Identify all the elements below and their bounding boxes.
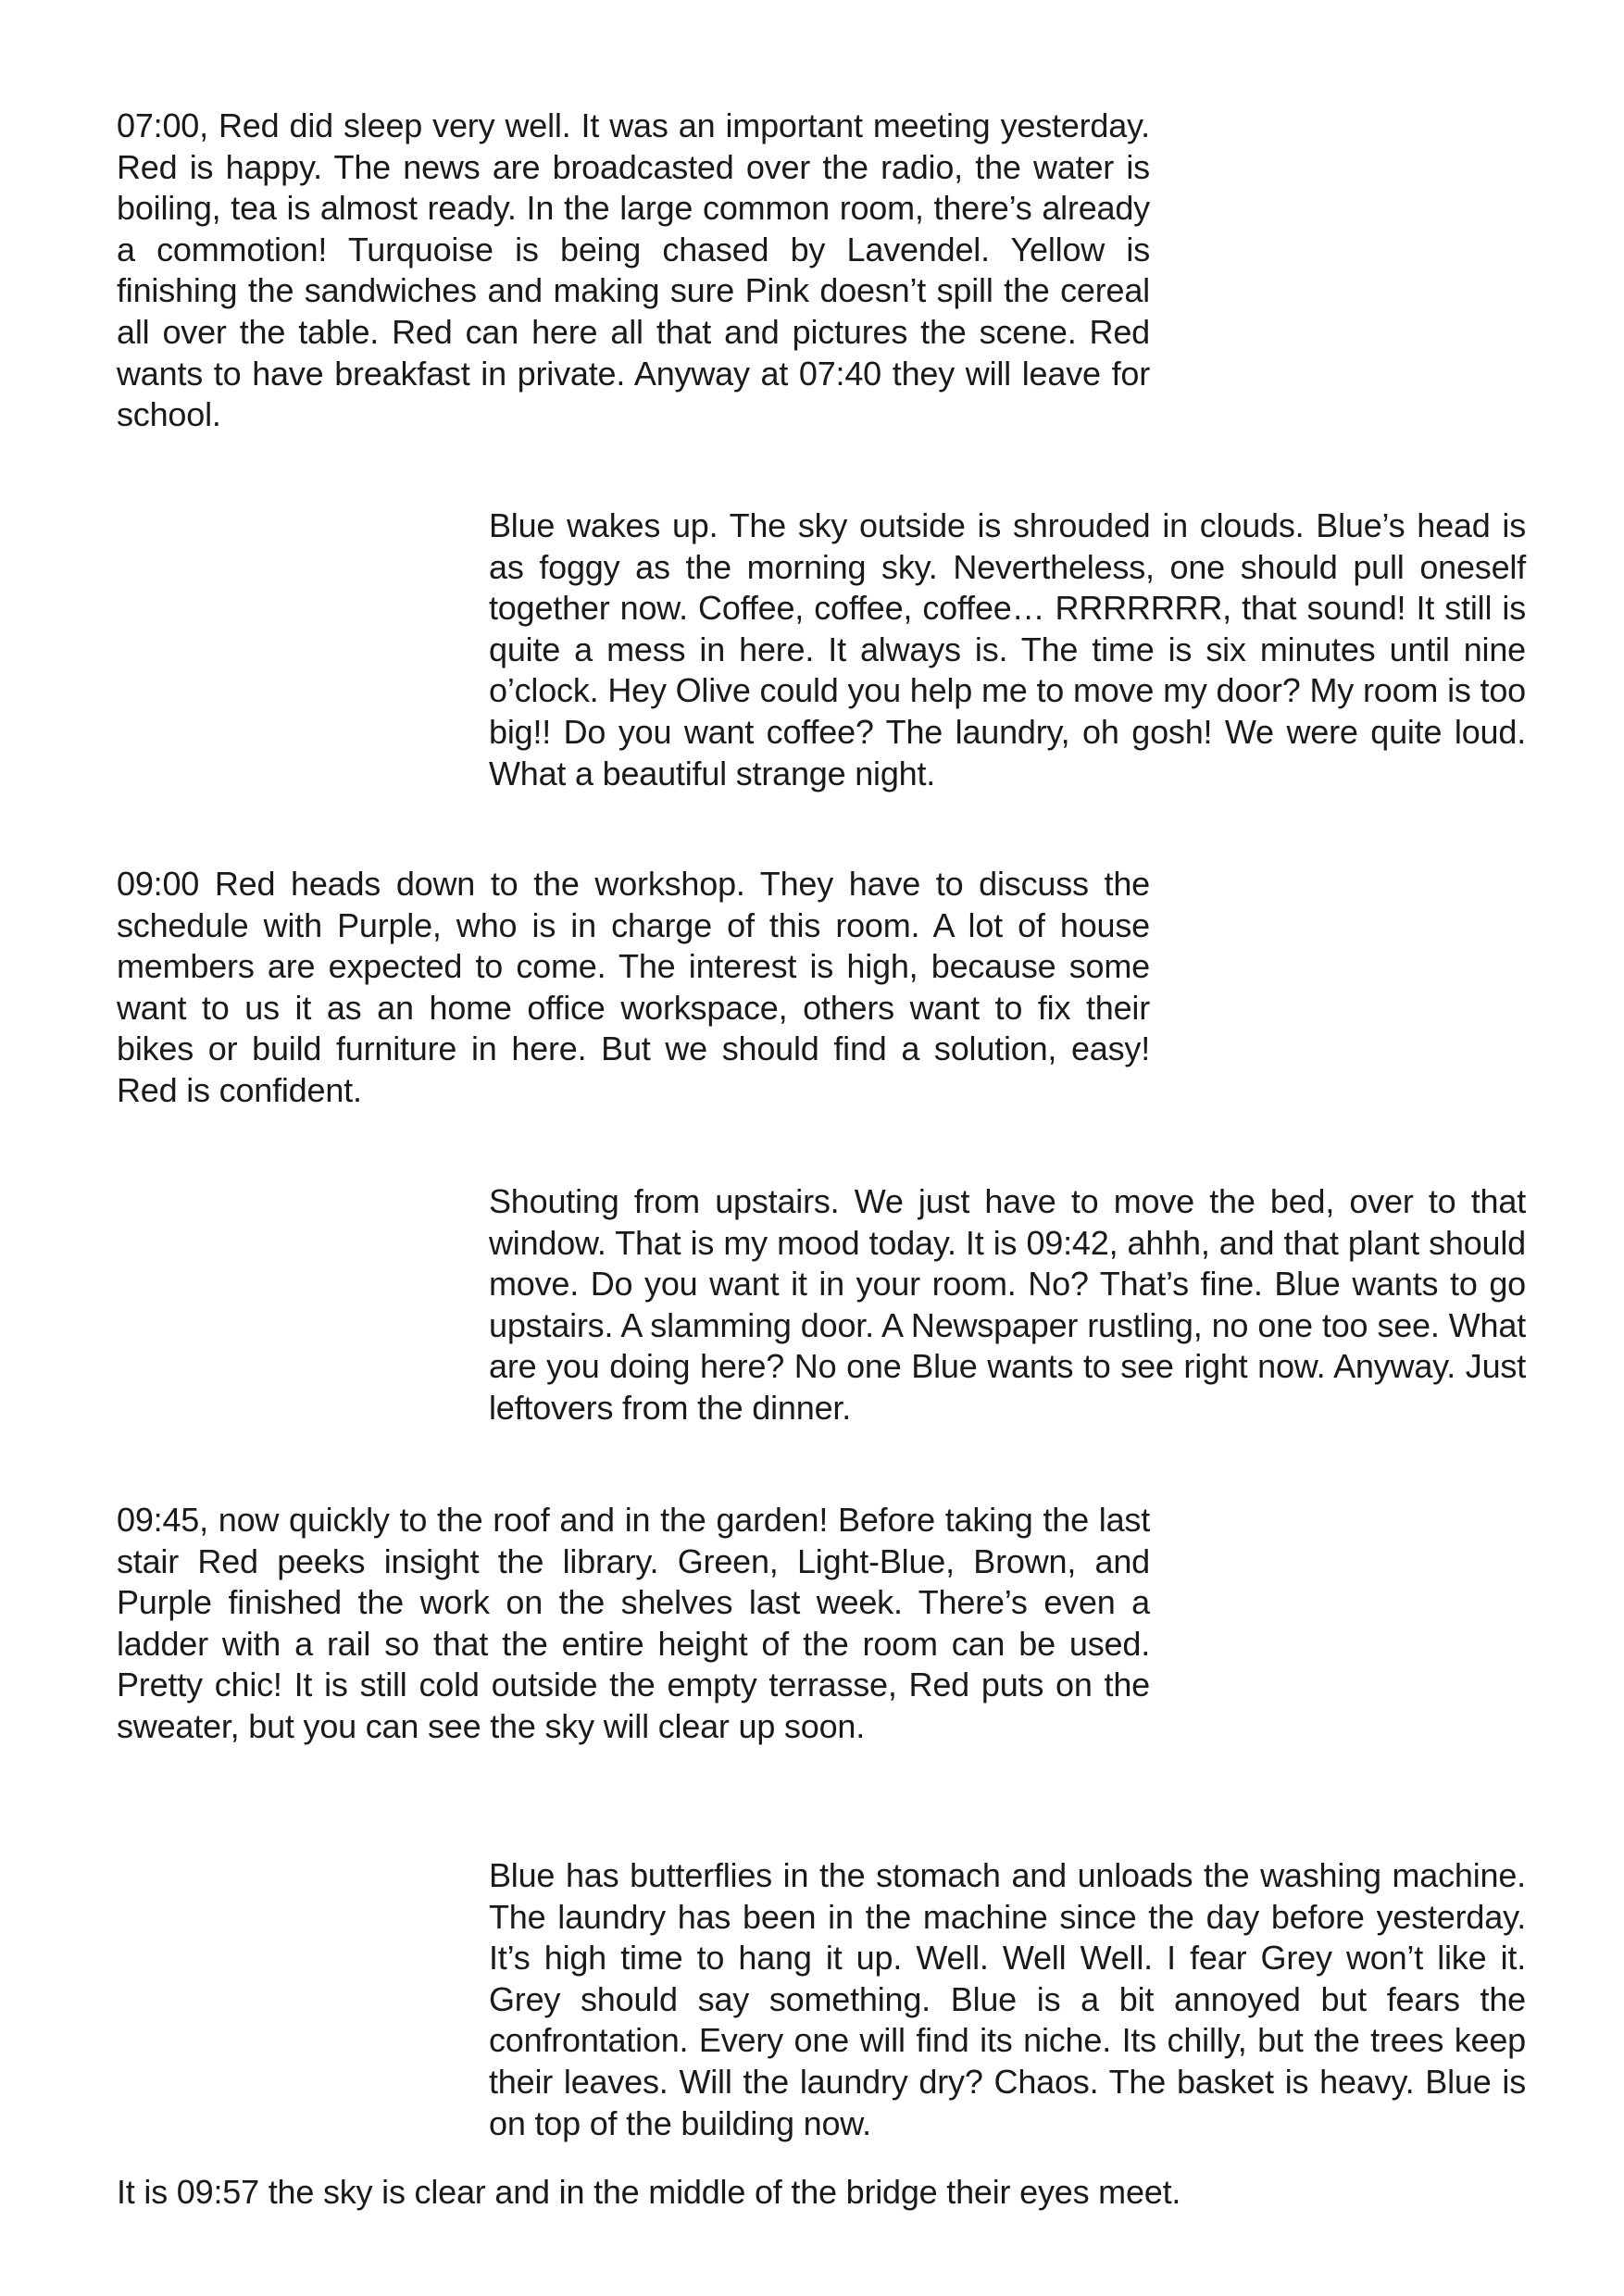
paragraph-red-0700: 07:00, Red did sleep very well. It was an important meeting yesterday. Red is happy. The news are broadcasted over the radio, the water is boiling, tea is almost ready. In the large common room, there’s already a commotion! Turquoise is being chased by Lavendel. Yellow is finishing the sandwiches and making sure Pink doesn’t spill the cereal all over the table. Red can here all that and pictures the scene. Red wants to have breakfast in private. Anyway at 07:40 they will leave for school.	[117, 106, 1150, 434]
paragraph-blue-wakes-up: Blue wakes up. The sky outside is shrouded in clouds. Blue’s head is as foggy as the morning sky. Nevertheless, one should pull oneself together now. Coffee, coffee, coffee… RRRRRRR, that sound! It still is quite a mess in here. It always is. The time is six minutes until nine o’clock. Hey Olive could you help me to move my door? My room is too big!! Do you want coffee? The laundry, oh gosh! We were quite loud. What a beautiful strange night.	[489, 506, 1526, 792]
paragraph-closing-0957: It is 09:57 the sky is clear and in the middle of the bridge their eyes meet.	[117, 2173, 1181, 2211]
paragraph-red-0945: 09:45, now quickly to the roof and in the garden! Before taking the last stair Red peeks insight the library. Green, Light-Blue, Brown, and Purple finished the work on the shelves last week. There’s even a ladder with a rail so that the entire height of the room can be used. Pretty chic! It is still cold outside the empty terrasse, Red puts on the sweater, but you can see the sky will clear up soon.	[117, 1501, 1150, 1745]
paragraph-blue-shouting: Shouting from upstairs. We just have to move the bed, over to that window. That is my mood today. It is 09:42, ahhh, and that plant should move. Do you want it in your room. No? That’s fine. Blue wants to go upstairs. A slamming door. A Newspaper rustling, no one too see. What are you doing here? No one Blue wants to see right now. Anyway. Just leftovers from the dinner.	[489, 1182, 1526, 1427]
paragraph-blue-laundry: Blue has butterflies in the stomach and unloads the washing machine. The laundry has been in the machine since the day before yesterday. It’s high time to hang it up. Well. Well Well. I fear Grey won’t like it. Grey should say something. Blue is a bit annoyed but fears the confrontation. Every one will find its niche. Its chilly, but the trees keep their leaves. Will the laundry dry? Chaos. The basket is heavy. Blue is on top of the building now.	[489, 1856, 1526, 2142]
paragraph-red-0900: 09:00 Red heads down to the workshop. They have to discuss the schedule with Purple, who is in charge of this room. A lot of house members are expected to come. The interest is high, because some want to us it as an home office workspace, others want to fix their bikes or build furniture in here. But we should find a solution, easy! Red is confident.	[117, 865, 1150, 1109]
